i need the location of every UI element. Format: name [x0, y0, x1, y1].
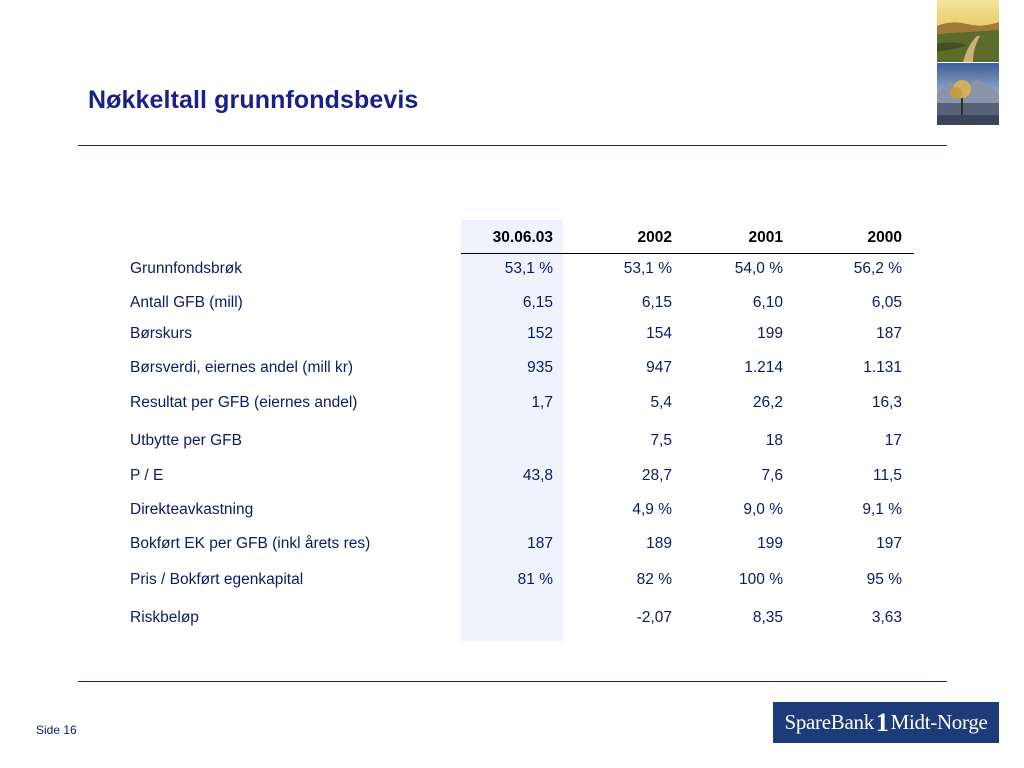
- table-cell: 43,8: [522, 467, 553, 484]
- table-cell: 935: [527, 359, 553, 376]
- row-label: Riskbeløp: [130, 609, 199, 626]
- column-header: 2000: [867, 229, 902, 246]
- table-cell: 4,9 %: [632, 501, 672, 518]
- column-header: 2002: [637, 229, 672, 246]
- table-cell: 9,0 %: [743, 501, 783, 518]
- table-cell: 81 %: [517, 571, 553, 588]
- table-cell: 1.131: [863, 359, 902, 376]
- table-cell: 5,4: [650, 394, 672, 411]
- landscape-road-image: [937, 0, 999, 62]
- table-cell: 1,7: [531, 394, 553, 411]
- table-cell: 8,35: [752, 609, 783, 626]
- table-cell: 187: [876, 325, 902, 342]
- table-cell: 95 %: [866, 571, 902, 588]
- logo-text: SpareBank: [784, 710, 874, 734]
- table-cell: 6,05: [871, 294, 902, 311]
- table-cell: 154: [646, 325, 672, 342]
- page-number: Side 16: [36, 723, 77, 737]
- table-cell: 7,6: [761, 467, 783, 484]
- row-label: Børsverdi, eiernes andel (mill kr): [130, 359, 354, 376]
- table-cell: 11,5: [872, 467, 902, 484]
- table-cell: 53,1 %: [504, 260, 553, 277]
- row-label: Antall GFB (mill): [130, 294, 243, 311]
- row-label: P / E: [130, 467, 164, 484]
- column-header: 30.06.03: [492, 229, 553, 246]
- row-label: Direkteavkastning: [130, 501, 254, 518]
- table-cell: 1.214: [744, 359, 783, 376]
- column-header: 2001: [748, 229, 783, 246]
- table-cell: 189: [646, 535, 672, 552]
- table-cell: 947: [646, 359, 672, 376]
- table-cell: 199: [757, 325, 783, 342]
- table-cell: 54,0 %: [734, 260, 783, 277]
- table-cell: 3,63: [871, 609, 902, 626]
- logo-text: Midt-Norge: [890, 710, 988, 734]
- title-divider: [78, 145, 947, 146]
- table-cell: 53,1 %: [623, 260, 672, 277]
- footer-divider: [78, 681, 947, 682]
- landscape-tree-image: [937, 63, 999, 125]
- row-label: Grunnfondsbrøk: [130, 260, 242, 277]
- header-divider: [461, 253, 914, 254]
- row-label: Bokført EK per GFB (inkl årets res): [130, 535, 371, 552]
- table-cell: 6,15: [522, 294, 553, 311]
- table-cell: 26,2: [752, 394, 783, 411]
- table-cell: 56,2 %: [853, 260, 902, 277]
- table-cell: 17: [884, 432, 902, 449]
- table-cell: 16,3: [871, 394, 902, 411]
- table-cell: 18: [765, 432, 783, 449]
- table-cell: 82 %: [636, 571, 672, 588]
- table-cell: 100 %: [739, 571, 783, 588]
- table-cell: 9,1 %: [862, 501, 902, 518]
- table-cell: 187: [527, 535, 553, 552]
- sparebank-logo: [773, 702, 999, 743]
- table-cell: 152: [527, 325, 553, 342]
- table-cell: 28,7: [641, 467, 672, 484]
- row-label: Pris / Bokført egenkapital: [130, 571, 304, 588]
- table-cell: 7,5: [650, 432, 672, 449]
- row-label: Børskurs: [130, 325, 192, 342]
- page-title: Nøkkeltall grunnfondsbevis: [88, 86, 419, 114]
- table-cell: 6,15: [641, 294, 672, 311]
- table-cell: 199: [757, 535, 783, 552]
- table-cell: -2,07: [636, 609, 672, 626]
- row-label: Resultat per GFB (eiernes andel): [130, 394, 358, 411]
- key-figures-table: [120, 220, 915, 641]
- table-cell: 197: [876, 535, 902, 552]
- table-cell: 6,10: [752, 294, 783, 311]
- logo-number: 1: [875, 707, 889, 737]
- row-label: Utbytte per GFB: [130, 432, 242, 449]
